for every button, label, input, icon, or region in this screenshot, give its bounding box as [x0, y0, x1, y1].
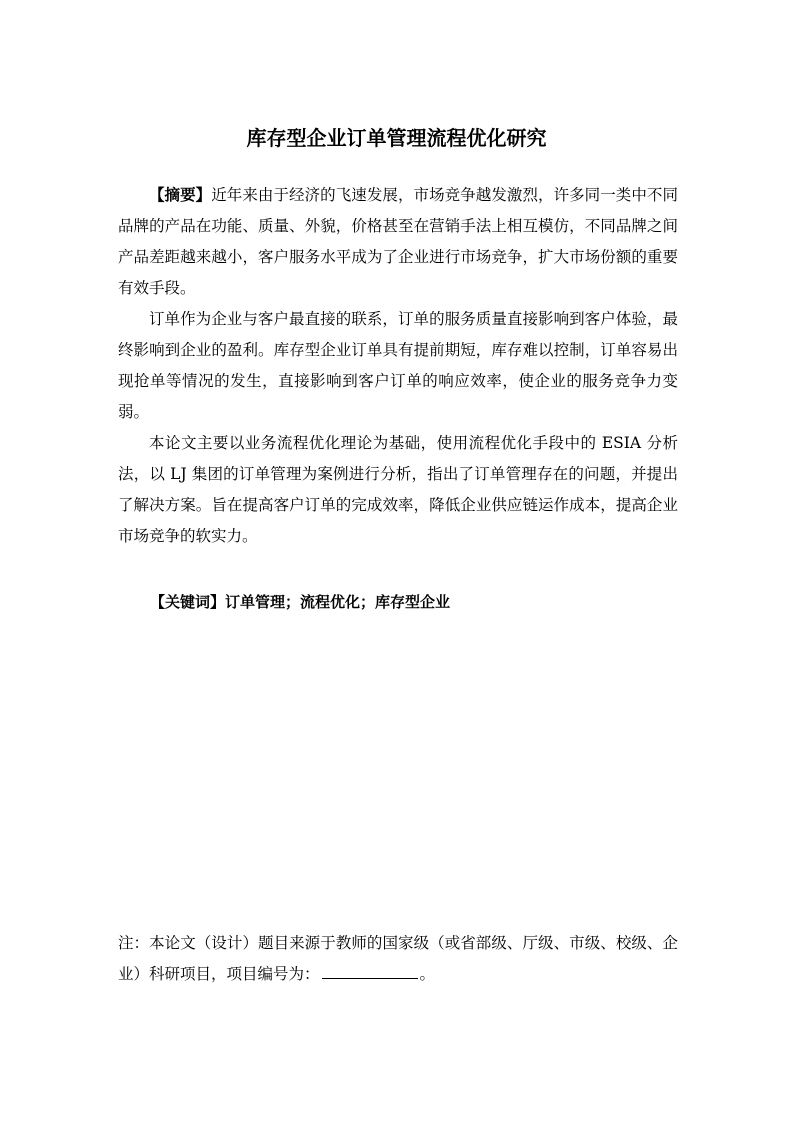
project-note-end: 。: [419, 965, 436, 983]
keywords-label: 【关键词】: [150, 593, 226, 611]
abstract-section: [118, 180, 678, 552]
abstract-paragraph-2: 订单作为企业与客户最直接的联系，订单的服务质量直接影响到客户体验，最终影响到企业的盈利。库存型企业订单具有提前期短，库存难以控制，订单容易出现抢单等情况的发生，直接影响到客户订单的响应效率，使企业的服务竞争力变弱。: [118, 310, 678, 421]
project-note: [118, 928, 678, 990]
abstract-paragraph-3: 本论文主要以业务流程优化理论为基础，使用流程优化手段中的 ESIA 分析法，以 LJ 集团的订单管理为案例进行分析，指出了订单管理存在的问题，并提出了解决方案。旨在提高客户订单的完成效率，降低企业供应链运作成本，提高企业市场竞争的软实力。: [118, 434, 678, 545]
abstract-paragraph-1-text: 近年来由于经济的飞速发展，市场竞争越发激烈，许多同一类中不同品牌的产品在功能、质量、外貌，价格甚至在营销手法上相互模仿，不同品牌之间产品差距越来越小，客户服务水平成为了企业进行市场竞争，扩大市场份额的重要有效手段。: [118, 186, 678, 297]
project-number-blank: [322, 960, 418, 979]
abstract-label: 【摘要】: [149, 186, 212, 204]
project-note-text: 注：本论文（设计）题目来源于教师的国家级（或省部级、厅级、市级、校级、企业）科研项目，项目编号为：: [118, 934, 678, 983]
paper-title: 库存型企业订单管理流程优化研究: [246, 126, 547, 150]
abstract-paragraph-1: [118, 180, 678, 304]
keywords-text: 订单管理；流程优化；库存型企业: [225, 593, 451, 611]
keywords-line: [150, 588, 450, 616]
